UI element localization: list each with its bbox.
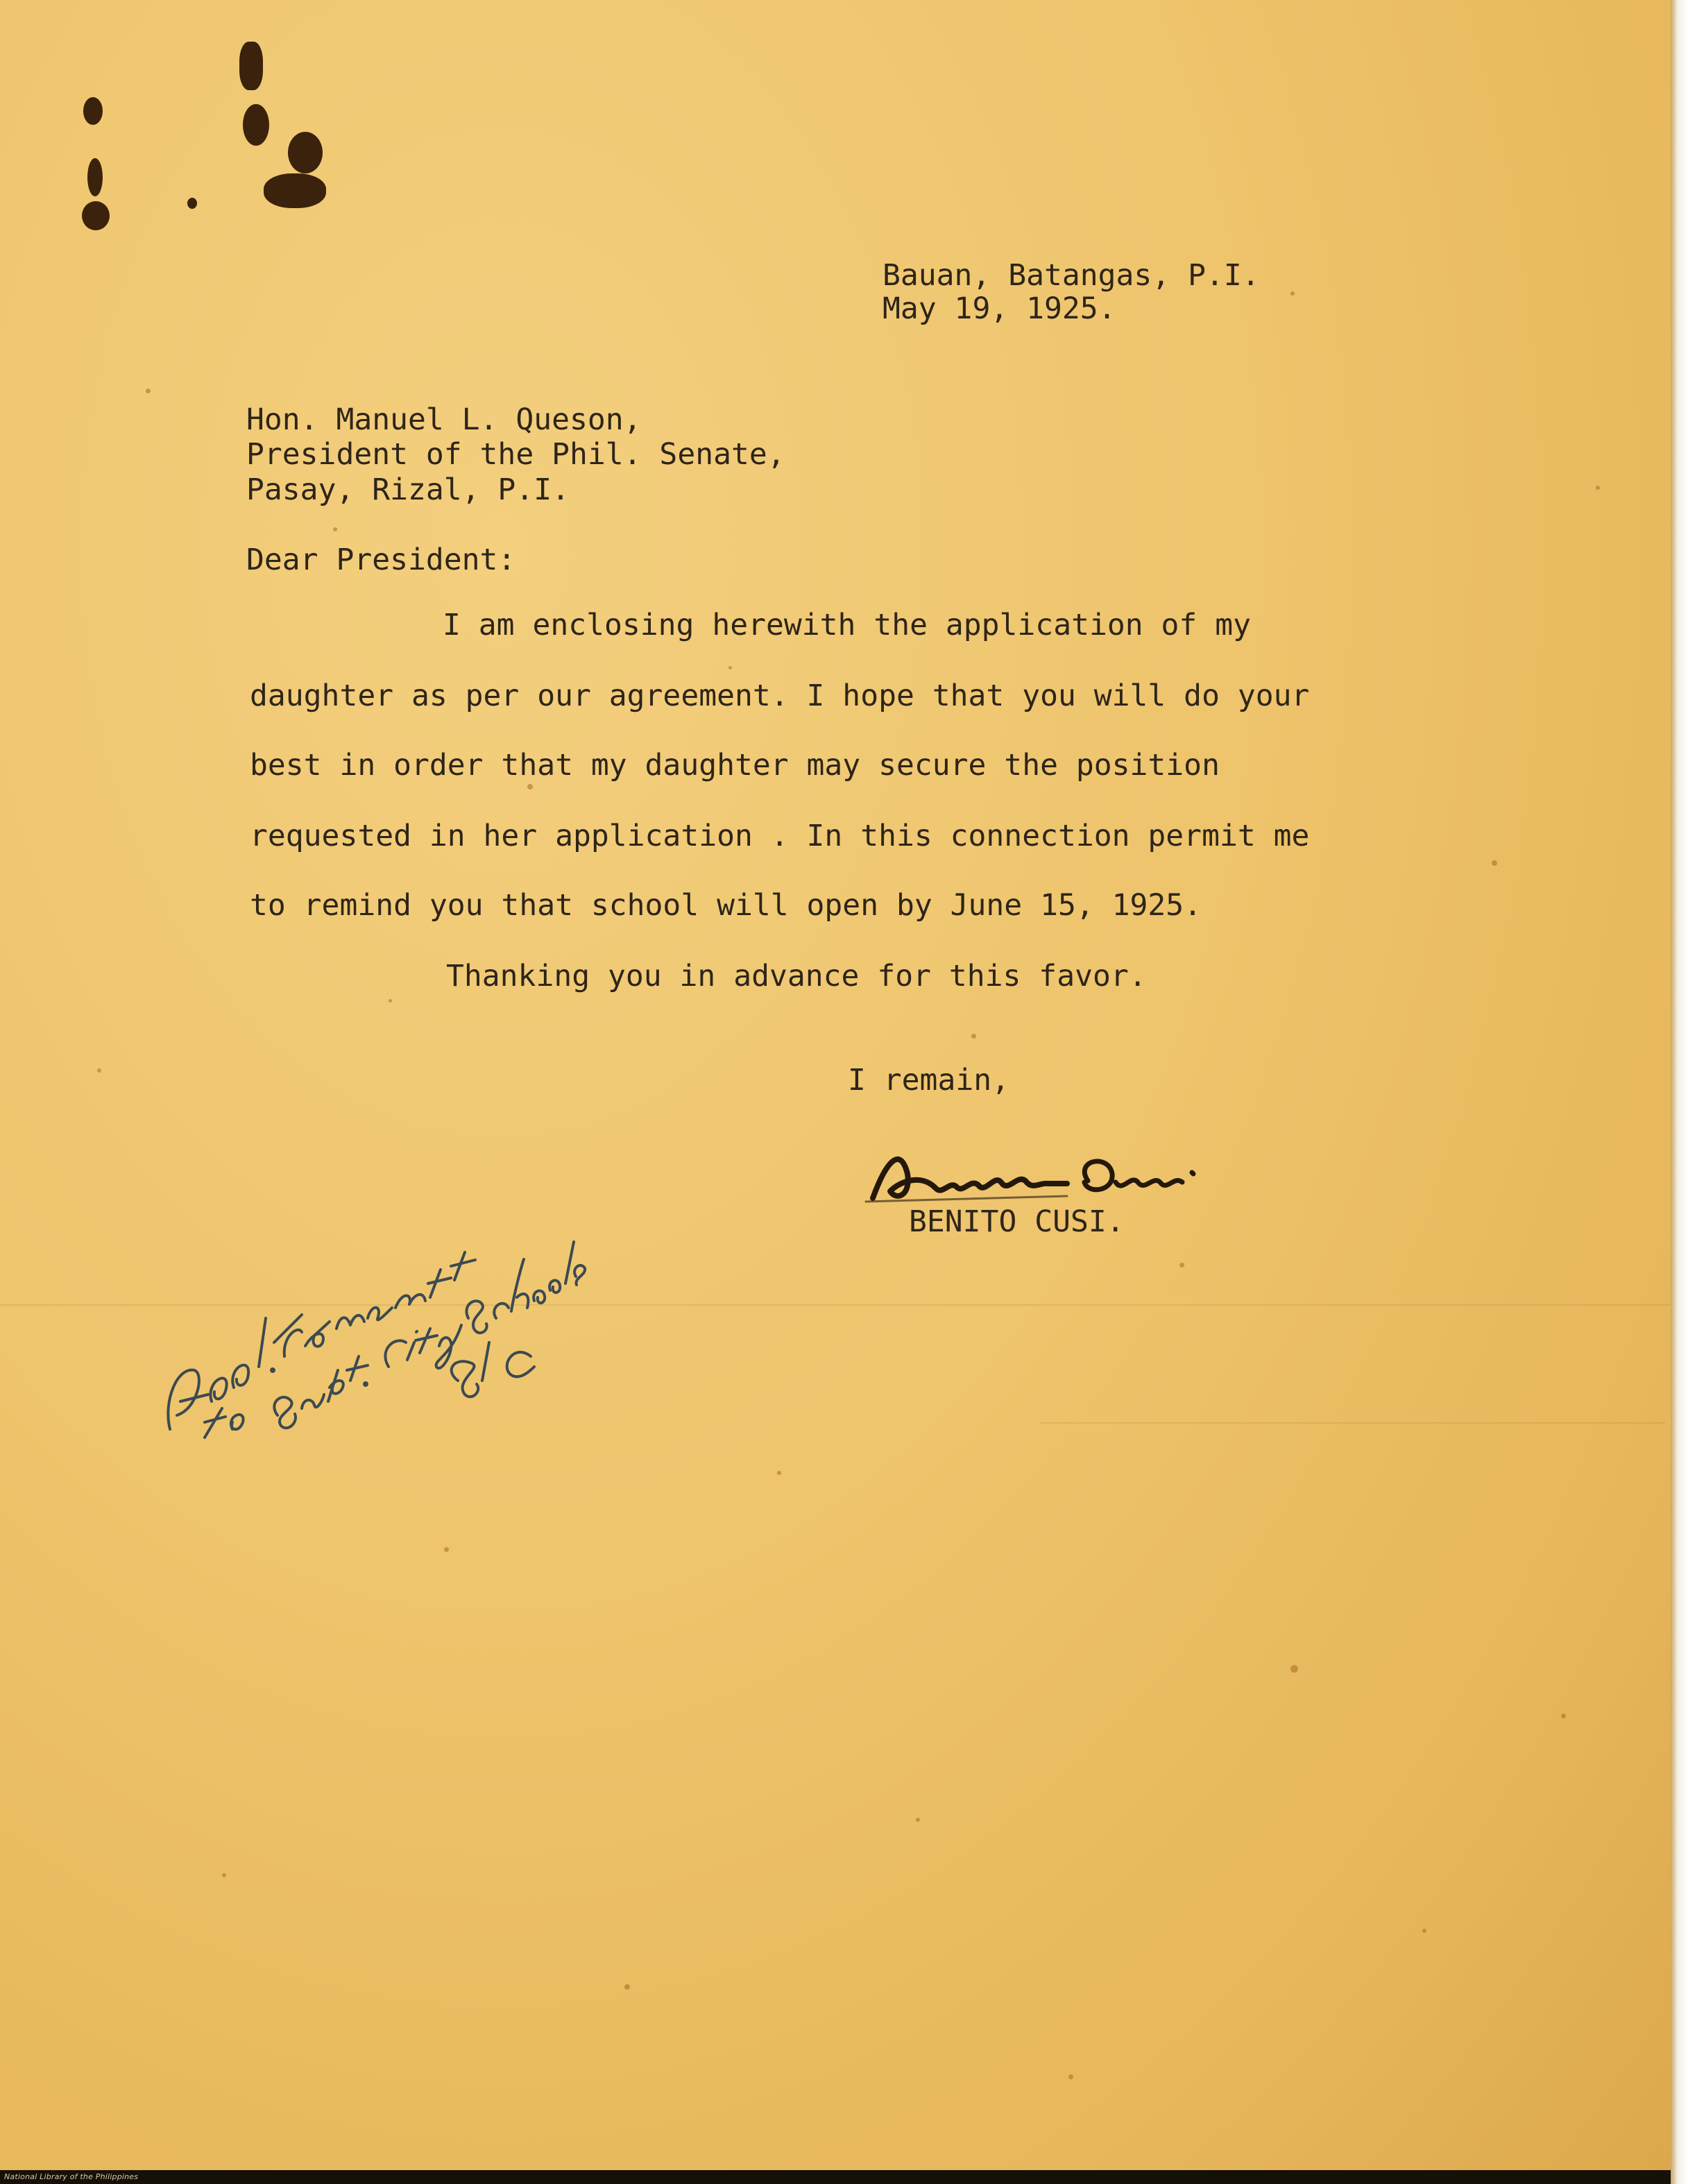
speck [1561,1714,1566,1718]
stain-mark [243,104,269,146]
stain-mark [239,42,263,90]
recipient-title: President of the Phil. Senate, [246,437,785,472]
stain-mark [87,158,103,196]
body-line: best in order that my daughter may secure the position [250,748,1220,783]
recipient-name: Hon. Manuel L. Queson, [246,402,642,437]
stain-mark [288,132,323,173]
stain-mark [83,97,103,125]
speck [1290,1665,1298,1673]
stain-mark [82,201,110,230]
stain-mark [187,198,197,209]
body-line: daughter as per our agreement. I hope that you will do your [250,679,1310,713]
speck [1422,1929,1426,1933]
speck [1068,2074,1073,2079]
body-line: to remind you that school will open by June 15, 1925. [250,888,1202,923]
body-line: requested in her application . In this connection permit me [250,819,1310,853]
signature-image [859,1132,1227,1215]
speck [146,389,151,393]
speck [389,999,392,1003]
salutation: Dear President: [246,543,516,577]
speck [777,1471,781,1475]
speck [444,1547,449,1552]
closing: I remain, [848,1063,1009,1098]
body-line: Thanking you in advance for this favor. [446,959,1147,993]
scan-footer [0,2170,1671,2184]
footer-credit: National Library of the Philippines [4,2172,139,2181]
speck [222,1873,226,1877]
speck [1290,291,1295,296]
speck [333,527,337,531]
letter-date: May 19, 1925. [883,291,1116,326]
speck [1179,1263,1184,1268]
typed-name: BENITO CUSI. [909,1204,1125,1239]
speck [728,666,732,669]
fold-line [1041,1422,1665,1424]
speck [916,1818,920,1822]
speck [97,1068,101,1073]
recipient-address: Pasay, Rizal, P.I. [246,472,570,507]
stain-mark [264,173,326,208]
speck [1596,486,1600,490]
handwritten-annotation [156,1193,586,1443]
speck [971,1034,976,1039]
scan-edge [1671,0,1688,2184]
speck [624,1984,630,1990]
speck [527,784,533,790]
speck [1492,860,1497,866]
body-line: I am enclosing herewith the application of my [443,608,1251,642]
letter-place: Bauan, Batangas, P.I. [883,258,1260,293]
